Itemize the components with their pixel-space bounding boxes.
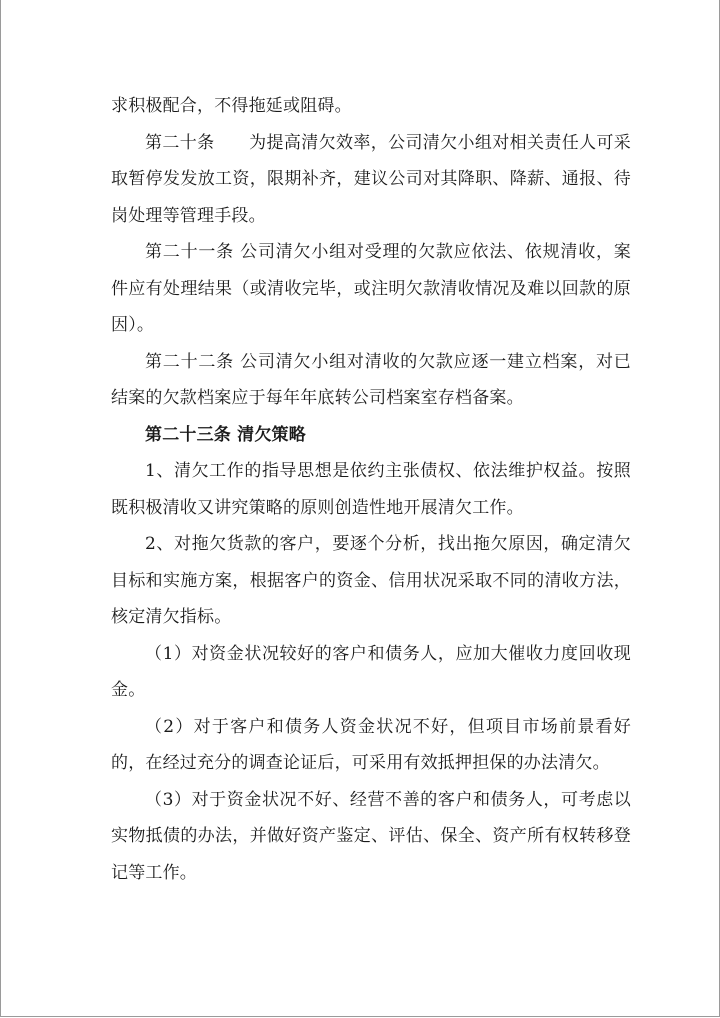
document-body [111,88,631,891]
paragraph-continuation: 求积极配合，不得拖延或阻碍。 [111,96,352,116]
article-20-paragraph: 第二十条 为提高清欠效率，公司清欠小组对相关责任人可采取暂停发发放工资，限期补齐，建议公司对其降职、降薪、通报、待岗处理等管理手段。 [111,132,631,226]
article-21-paragraph: 第二十一条 公司清欠小组对受理的欠款应依法、依规清收，案件应有处理结果（或清收完毕，或注明欠款清收情况及难以回款的原因）。 [111,242,631,335]
strategy-subitem-3: （3）对于资金状况不好、经营不善的客户和债务人，可考虑以实物抵债的办法，并做好资产鉴定、评估、保全、资产所有权转移登记等工作。 [111,789,631,883]
article-22-paragraph: 第二十二条 公司清欠小组对清收的欠款应逐一建立档案，对已结案的欠款档案应于每年年底转公司档案室存档备案。 [111,351,631,408]
strategy-item-1: 1、清欠工作的指导思想是依约主张债权、依法维护权益。按照既积极清收又讲究策略的原则创造性地开展清欠工作。 [111,461,631,518]
article-23-heading: 第二十三条 清欠策略 [145,424,306,445]
strategy-subitem-2: （2）对于客户和债务人资金状况不好，但项目市场前景看好的，在经过充分的调查论证后，可采用有效抵押担保的办法清欠。 [111,716,631,773]
strategy-subitem-1: （1）对资金状况较好的客户和债务人，应加大催收力度回收现金。 [111,643,631,700]
strategy-item-2: 2、对拖欠货款的客户，要逐个分析，找出拖欠原因，确定清欠目标和实施方案，根据客户的资金、信用状况采取不同的清收方法，核定清欠指标。 [111,534,631,627]
